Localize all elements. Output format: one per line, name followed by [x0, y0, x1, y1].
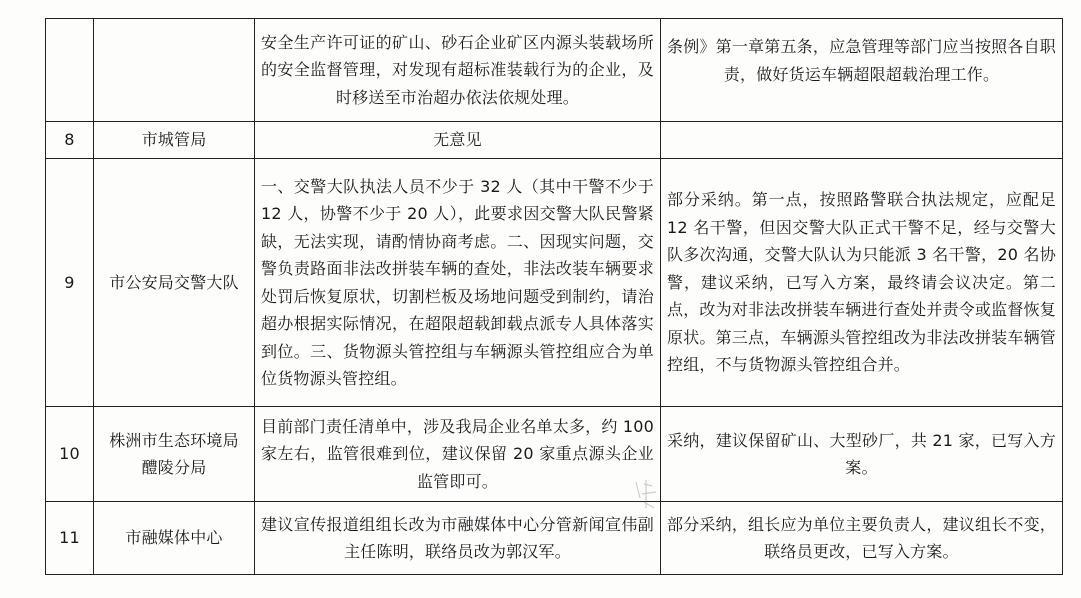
department [94, 407, 255, 502]
opinions-table [45, 18, 1063, 575]
feedback-text: 部分采纳。第一点，按照路警联合执法规定，应配足 12 名干警，但因交警大队正式干警不足，经与交警大队多次沟通，交警大队认为只能派 3 名干警，20 名协警，建议采纳，已写入方案，最终请会议决定。第二点，改为对非法改拼装车辆进行查处并责令或监督恢复原状。第三点，车辆源头管控组改为非法改拼装车辆管控组，不与货物源头管控组合并。 [661, 159, 1063, 407]
feedback-text: 采纳，建议保留矿山、大型砂厂，共 21 家，已写入方案。 [661, 407, 1063, 502]
department-line: 醴陵分局 [141, 458, 207, 477]
table-row [46, 502, 1063, 575]
table-row [46, 19, 1063, 122]
table-row [46, 407, 1063, 502]
row-number: 8 [46, 122, 94, 159]
opinion-text: 安全生产许可证的矿山、砂石企业矿区内源头装载场所的安全监督管理，对发现有超标准装载行为的企业，及时移送至市治超办依法依规处理。 [255, 19, 661, 122]
department: 市融媒体中心 [94, 502, 255, 575]
department-line: 株洲市生态环境局 [109, 430, 239, 450]
department: 市城管局 [94, 122, 255, 159]
opinion-text: 建议宣传报道组组长改为市融媒体中心分管新闻宣伟副主任陈明，联络员改为郭汉军。 [255, 502, 661, 575]
table-row [46, 159, 1063, 407]
opinion-text: 无意见 [255, 122, 661, 159]
opinion-text: 一、交警大队执法人员不少于 32 人（其中干警不少于 12 人，协警不少于 20 人），此要求因交警大队民警紧缺，无法实现，请酌情协商考虑。二、因现实问题，交警负责路面非法改拼装车辆的查处，非法改装车辆要求处罚后恢复原状，切割栏板及场地问题受到制约，请治超办根据实际情况，在超限超载卸载点派专人具体落实到位。三、货物源头管控组与车辆源头管控组应合为单位货物源头管控组。 [255, 159, 661, 407]
row-number: 11 [46, 502, 94, 575]
feedback-text [661, 122, 1063, 159]
table-row [46, 122, 1063, 159]
department: 市公安局交警大队 [94, 159, 255, 407]
row-number: 9 [46, 159, 94, 407]
opinion-text: 目前部门责任清单中，涉及我局企业名单太多，约 100 家左右，监管很难到位，建议保留 20 家重点源头企业监管即可。 [255, 407, 661, 502]
department [94, 19, 255, 122]
row-number [46, 19, 94, 122]
row-number: 10 [46, 407, 94, 502]
pen-mark-icon [630, 478, 660, 512]
feedback-text: 部分采纳，组长应为单位主要负责人，建议组长不变，联络员更改，已写入方案。 [661, 502, 1063, 575]
feedback-text: 条例》第一章第五条，应急管理等部门应当按照各自职责，做好货运车辆超限超载治理工作。 [661, 19, 1063, 122]
